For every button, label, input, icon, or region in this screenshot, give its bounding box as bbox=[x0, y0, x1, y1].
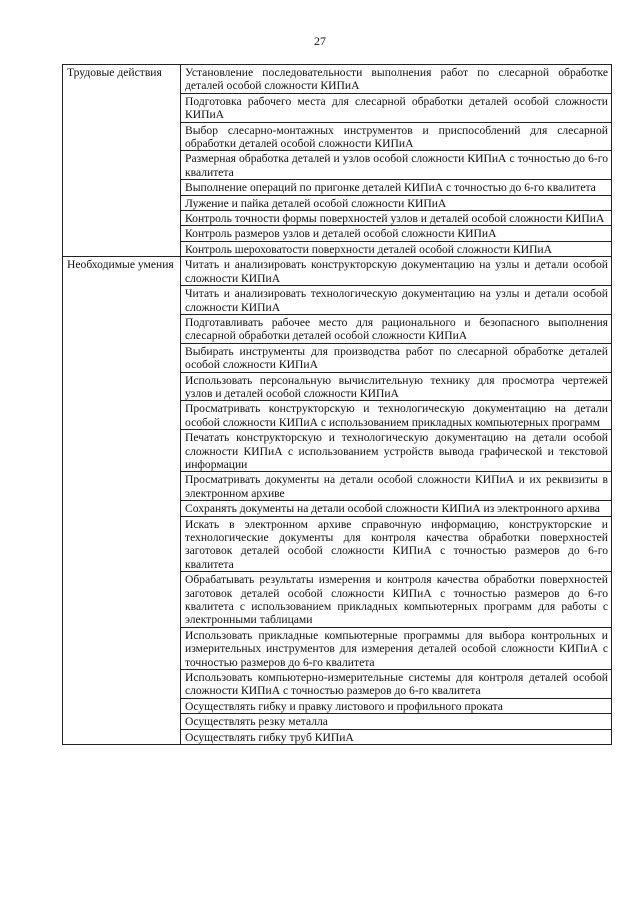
section-item: Искать в электронном архиве справочную информацию, конструкторские и технологические документы для контроля качества обработки поверхностей заготовок деталей особой сложности КИПиА с точностью размеров до 6-го квалитета bbox=[181, 516, 612, 572]
table-row bbox=[63, 65, 612, 94]
section-item: Использовать компьютерно-измерительные системы для контроля деталей особой сложности КИПиА с точностью размеров до 6-го квалитета bbox=[181, 670, 612, 699]
section-item: Размерная обработка деталей и узлов особой сложности КИПиА с точностью до 6-го квалитета bbox=[181, 151, 612, 180]
section-label: Трудовые действия bbox=[63, 65, 181, 257]
section-item: Обрабатывать результаты измерения и контроля качества обработки поверхностей заготовок деталей особой сложности КИПиА с точностью размеров до 6-го квалитета с использованием прикладных компьютерных программ для работы с электронными таблицами bbox=[181, 572, 612, 628]
section-item: Просматривать документы на детали особой сложности КИПиА и их реквизиты в электронном архиве bbox=[181, 472, 612, 501]
section-item: Установление последовательности выполнения работ по слесарной обработке деталей особой сложности КИПиА bbox=[181, 65, 612, 94]
section-item: Лужение и пайка деталей особой сложности КИПиА bbox=[181, 195, 612, 210]
section-item: Осуществлять резку металла bbox=[181, 714, 612, 729]
section-item: Читать и анализировать конструкторскую документацию на узлы и детали особой сложности КИПиА bbox=[181, 257, 612, 286]
section-item: Контроль размеров узлов и деталей особой сложности КИПиА bbox=[181, 226, 612, 241]
section-item: Использовать прикладные компьютерные программы для выбора контрольных и измерительных инструментов для измерения деталей особой сложности КИПиА с точностью размеров до 6-го квалитета bbox=[181, 627, 612, 669]
section-item: Осуществлять гибку и правку листового и профильного проката bbox=[181, 698, 612, 713]
page-number: 27 bbox=[314, 34, 326, 48]
section-item: Просматривать конструкторскую и технологическую документацию на детали особой сложности КИПиА с использованием прикладных компьютерных программ bbox=[181, 401, 612, 430]
section-item: Выбор слесарно-монтажных инструментов и приспособлений для слесарной обработки деталей особой сложности КИПиА bbox=[181, 122, 612, 151]
section-item: Подготовка рабочего места для слесарной обработки деталей особой сложности КИПиА bbox=[181, 93, 612, 122]
section-item: Печатать конструкторскую и технологическую документацию на детали особой сложности КИПиА с использованием устройств вывода графической и текстовой информации bbox=[181, 430, 612, 472]
table-row bbox=[63, 257, 612, 286]
section-item: Сохранять документы на детали особой сложности КИПиА из электронного архива bbox=[181, 501, 612, 516]
section-label: Необходимые умения bbox=[63, 257, 181, 745]
section-item: Использовать персональную вычислительную технику для просмотра чертежей узлов и деталей особой сложности КИПиА bbox=[181, 372, 612, 401]
section-item: Подготавливать рабочее место для рационального и безопасного выполнения слесарной обработки деталей особой сложности КИПиА bbox=[181, 314, 612, 343]
section-item: Выполнение операций по пригонке деталей КИПиА с точностью до 6-го квалитета bbox=[181, 180, 612, 195]
section-item: Выбирать инструменты для производства работ по слесарной обработке деталей особой сложности КИПиА bbox=[181, 343, 612, 372]
competency-table-body bbox=[63, 65, 612, 745]
section-item: Осуществлять гибку труб КИПиА bbox=[181, 729, 612, 744]
competency-table bbox=[62, 64, 612, 745]
section-item: Контроль шероховатости поверхности деталей особой сложности КИПиА bbox=[181, 241, 612, 256]
section-item: Контроль точности формы поверхностей узлов и деталей особой сложности КИПиА bbox=[181, 211, 612, 226]
section-item: Читать и анализировать технологическую документацию на узлы и детали особой сложности КИПиА bbox=[181, 286, 612, 315]
